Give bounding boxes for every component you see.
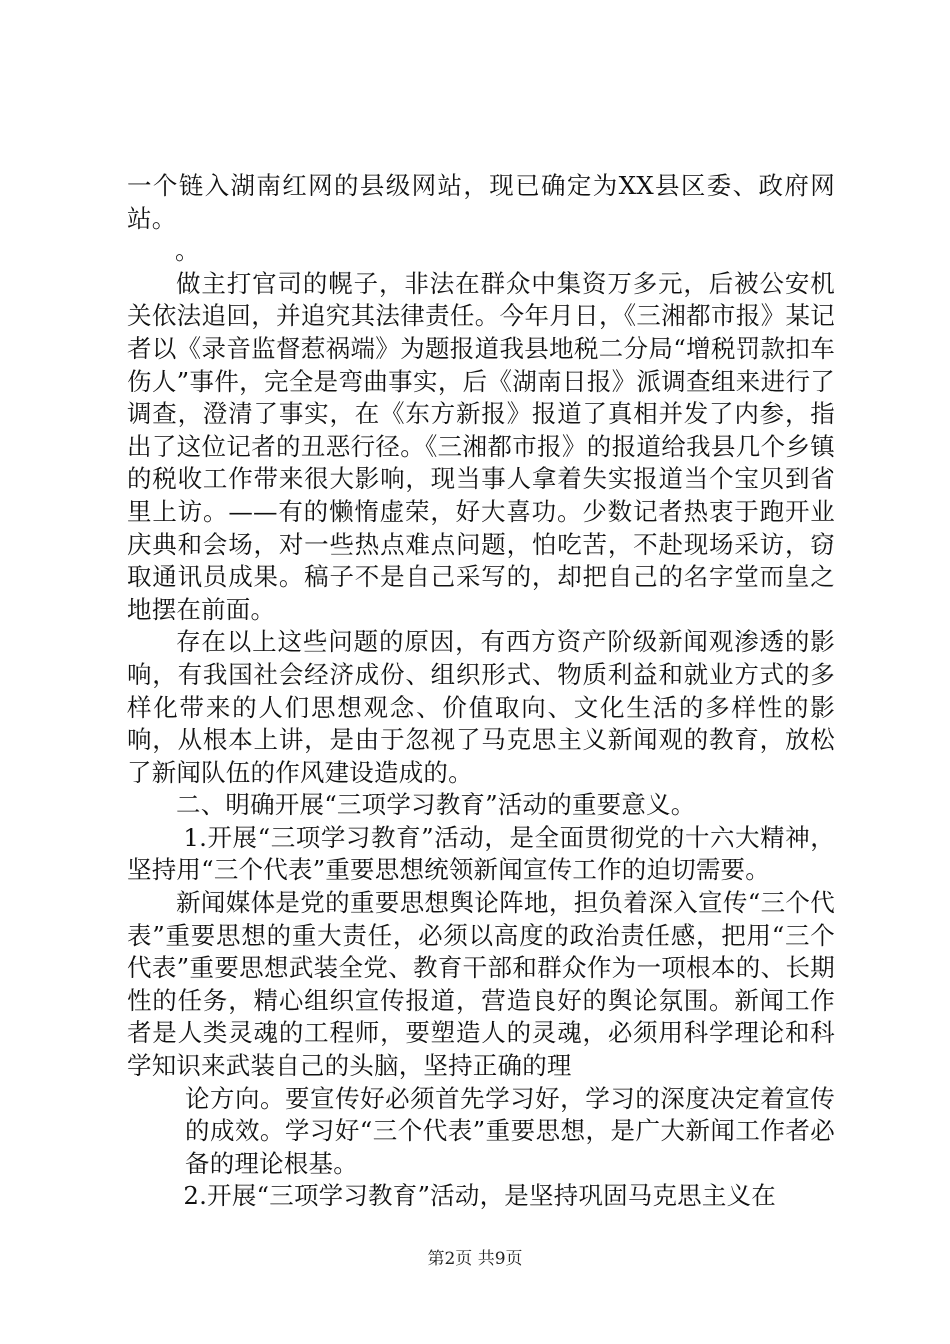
- paragraph-problems: 做主打官司的幌子，非法在群众中集资万多元，后被公安机关依法追回，并追究其法律责任。今年月日，《三湘都市报》某记者以《录音监督惹祸端》为题报道我县地税二分局“增税罚款扣车伤人”事件，完全是弯曲事实，后《湖南日报》派调查组来进行了调查，澄清了事实，在《东方新报》报道了真相并发了内参，指出了这位记者的丑恶行径。《三湘都市报》的报道给我县几个乡镇的税收工作带来很大影响，现当事人拿着失实报道当个宝贝到省里上访。——有的懒惰虚荣，好大喜功。少数记者热衷于跑开业庆典和会场，对一些热点难点问题，怕吃苦，不赴现场采访，窃取通讯员成果。稿子不是自己采写的，却把自己的名字堂而皇之地摆在前面。: [127, 268, 835, 624]
- document-body: [127, 170, 835, 1213]
- paragraph-dot: 。: [175, 236, 200, 266]
- paragraph-media: 新闻媒体是党的重要思想舆论阵地，担负着深入宣传“三个代表”重要思想的重大责任，必须以高度的政治责任感，把用“三个代表”重要思想武装全党、教育干部和群众作为一项根本的、长期性的任务，精心组织宣传报道，营造良好的舆论氛围。新闻工作者是人类灵魂的工程师，要塑造人的灵魂，必须用科学理论和科学知识来武装自己的头脑，坚持正确的理: [127, 888, 835, 1081]
- paragraph-point-2: 2.开展“三项学习教育”活动，是坚持巩固马克思主义在: [183, 1181, 776, 1211]
- paragraph-theory: 论方向。要宣传好必须首先学习好，学习的深度决定着宣传的成效。学习好“三个代表”重要思想，是广大新闻工作者必备的理论根基。: [185, 1083, 835, 1178]
- paragraph-opening: 一个链入湖南红网的县级网站，现已确定为XX县区委、政府网站。: [127, 171, 835, 233]
- paragraph-causes: 存在以上这些问题的原因，有西方资产阶级新闻观渗透的影响，有我国社会经济成份、组织形式、物质利益和就业方式的多样化带来的人们思想观念、价值取向、文化生活的多样性的影响，从根本上讲，是由于忽视了马克思主义新闻观的教育，放松了新闻队伍的作风建设造成的。: [127, 627, 835, 787]
- paragraph-point-1: 1.开展“三项学习教育”活动，是全面贯彻党的十六大精神，坚持用“三个代表”重要思想统领新闻宣传工作的迫切需要。: [127, 822, 835, 885]
- section-heading-2: 二、明确开展“三项学习教育”活动的重要意义。: [176, 790, 696, 820]
- page-number-footer: 第2页 共9页: [427, 1249, 523, 1269]
